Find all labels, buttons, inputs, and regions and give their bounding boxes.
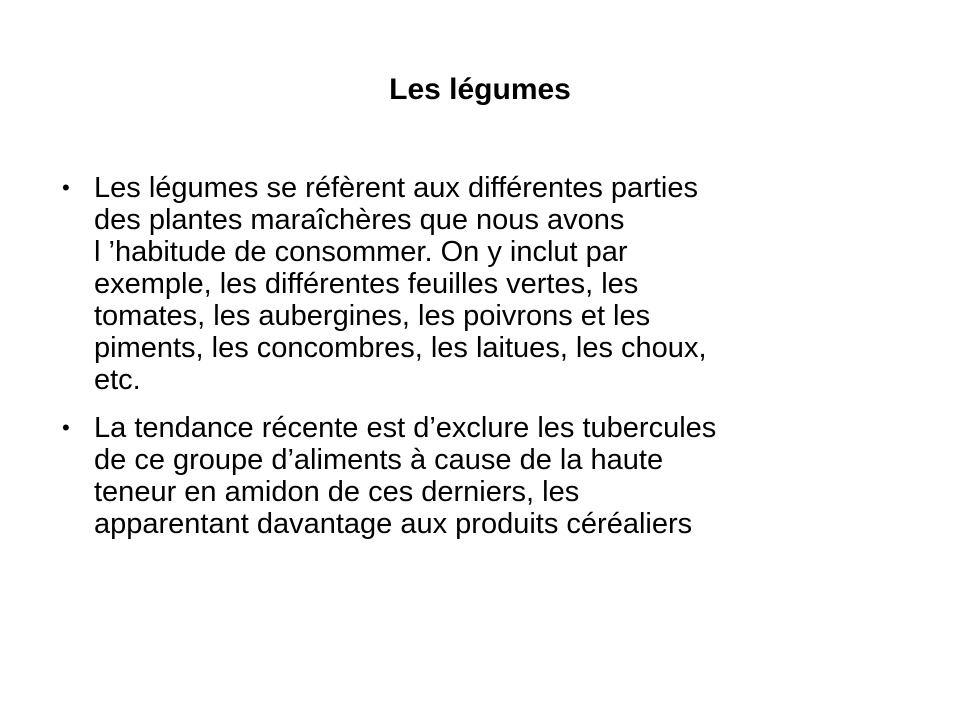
- bullet-item: [62, 412, 902, 540]
- bullet-text-line: de ce groupe d’aliments à cause de la haute: [94, 444, 664, 476]
- slide-title: Les légumes: [389, 73, 571, 106]
- bullet-text-line: des plantes maraîchères que nous avons: [94, 204, 625, 236]
- bullet-text-line: l ’habitude de consommer. On y inclut par: [94, 236, 628, 268]
- bullet-text-line: etc.: [94, 364, 141, 396]
- bullet-marker: •: [62, 175, 70, 200]
- bullet-marker: •: [62, 415, 70, 440]
- bullet-text-line: tomates, les aubergines, les poivrons et les: [94, 300, 651, 332]
- bullet-text-line: teneur en amidon de ces derniers, les: [94, 476, 580, 508]
- bullet-text-line: La tendance récente est d’exclure les tubercules: [94, 412, 717, 444]
- bullet-text-line: exemple, les différentes feuilles vertes, les: [94, 268, 639, 300]
- bullet-list: [62, 172, 902, 556]
- bullet-item: [62, 172, 902, 396]
- bullet-text-line: apparentant davantage aux produits céréaliers: [94, 508, 693, 540]
- bullet-text-line: piments, les concombres, les laitues, les choux,: [94, 332, 707, 364]
- bullet-text-line: Les légumes se réfèrent aux différentes parties: [94, 172, 698, 204]
